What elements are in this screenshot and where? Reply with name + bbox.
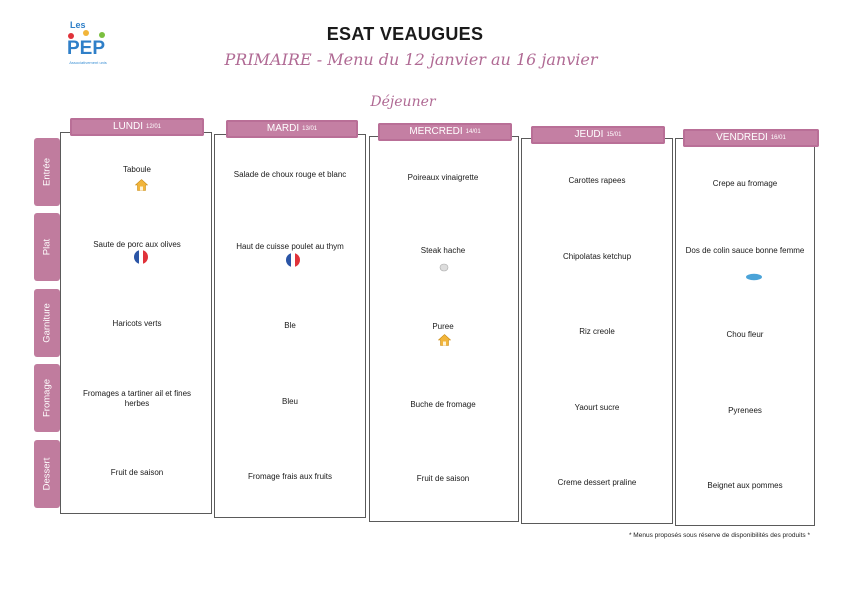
dish-vendredi-fromage: Pyrenees [728, 406, 762, 415]
dish-vendredi-dessert: Beignet aux pommes [707, 481, 783, 490]
dish-jeudi-fromage: Yaourt sucre [574, 403, 620, 412]
footer-note: * Menus proposés sous réserve de disponibilités des produits * [628, 532, 810, 539]
house-icon [438, 333, 451, 351]
french-flag-icon [134, 250, 148, 264]
dish-vendredi-entree: Crepe au fromage [712, 179, 778, 188]
row-label-fromage: Fromage [34, 364, 60, 432]
dish-jeudi-plat: Chipolatas ketchup [562, 252, 632, 261]
dish-mercredi-plat: Steak hache [420, 246, 466, 255]
day-header-jeudi: JEUDI $^{15/01}$ [531, 126, 665, 144]
dish-lundi-garniture: Haricots verts [112, 319, 162, 328]
dish-lundi-dessert: Fruit de saison [110, 468, 164, 477]
day-header-vendredi: VENDREDI $^{16/01}$ [683, 129, 819, 147]
dish-lundi-plat: Saute de porc aux olives [93, 240, 181, 249]
dish-mercredi-entree: Poireaux vinaigrette [407, 173, 479, 182]
svg-text:Les: Les [70, 20, 86, 30]
day-header-lundi: LUNDI $^{12/01}$ [70, 118, 204, 136]
dish-vendredi-garniture: Chou fleur [726, 330, 764, 339]
dish-vendredi-plat: Dos de colin sauce bonne femme [685, 246, 805, 255]
row-label-plat: Plat [34, 213, 60, 281]
dish-mercredi-dessert: Fruit de saison [416, 474, 470, 483]
svg-text:PEP: PEP [67, 38, 106, 58]
page-title: ESAT VEAUGUES [326, 24, 484, 44]
meal-section-label: Déjeuner [370, 94, 436, 110]
day-header-mardi: MARDI $^{13/01}$ [226, 120, 358, 138]
dish-lundi-entree: Taboule [122, 165, 152, 174]
row-label-dessert: Dessert [34, 440, 60, 508]
dish-lundi-fromage: Fromages a tartiner ail et fines herbes [82, 389, 192, 408]
logo-subtext: Associativement unis [69, 60, 107, 65]
dish-jeudi-garniture: Riz creole [579, 327, 615, 336]
beef-origin-icon [439, 259, 449, 277]
fish-label-icon [745, 268, 763, 286]
dish-jeudi-dessert: Creme dessert praline [557, 478, 637, 487]
dish-mardi-fromage: Bleu [281, 397, 298, 406]
row-label-garniture: Garniture [34, 289, 60, 357]
dish-mardi-garniture: Ble [284, 321, 296, 330]
dish-mercredi-fromage: Buche de fromage [410, 400, 476, 409]
day-header-mercredi: MERCREDI $^{14/01}$ [378, 123, 512, 141]
row-label-entree: Entrée [34, 138, 60, 206]
dish-mardi-dessert: Fromage frais aux fruits [247, 472, 333, 481]
house-icon [135, 178, 148, 196]
menu-subtitle: PRIMAIRE - Menu du 12 janvier au 16 janvier [224, 50, 598, 69]
french-flag-icon [286, 253, 300, 267]
dish-mercredi-garniture: Puree [432, 322, 454, 331]
dish-jeudi-entree: Carottes rapees [568, 176, 626, 185]
dish-mardi-plat: Haut de cuisse poulet au thym [236, 242, 344, 251]
dish-mardi-entree: Salade de choux rouge et blanc [233, 170, 347, 179]
